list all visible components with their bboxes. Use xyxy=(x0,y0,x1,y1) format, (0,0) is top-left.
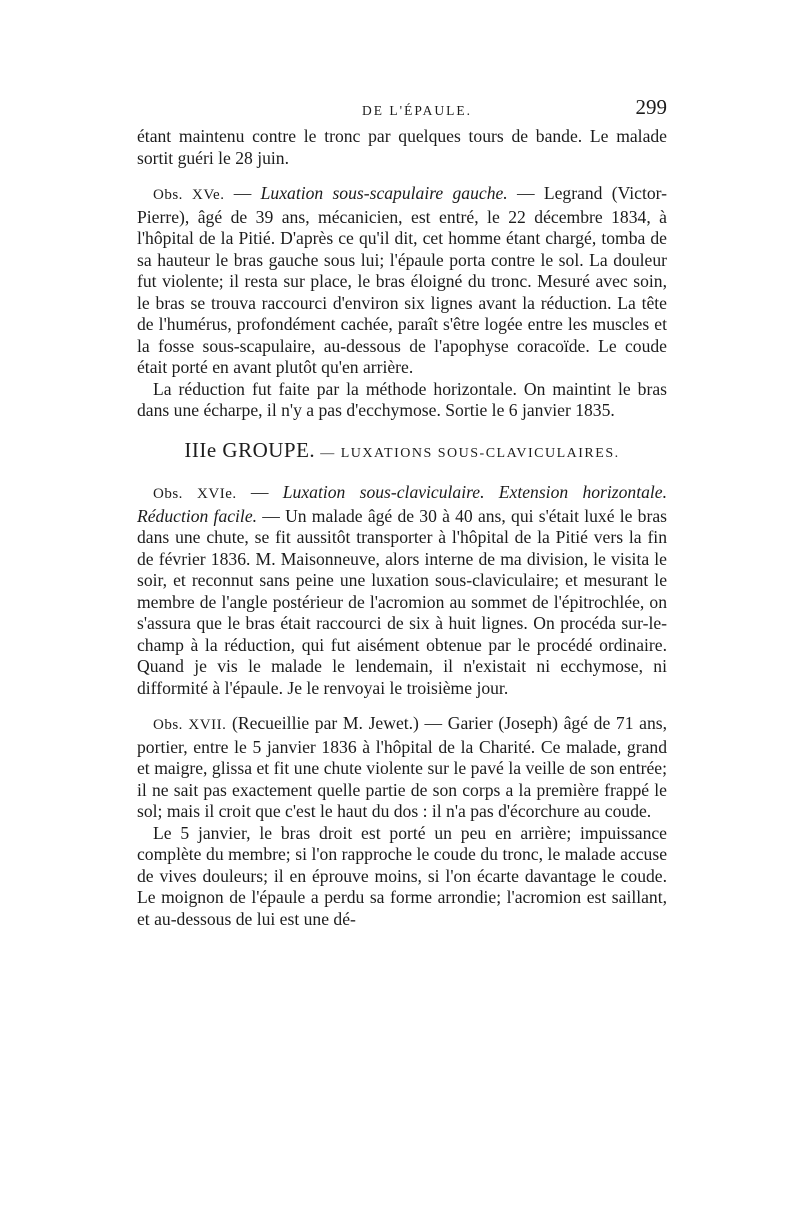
observation-16 xyxy=(137,482,667,699)
section-heading-group: IIIe GROUPE. xyxy=(184,437,316,462)
obs-15-dash: — xyxy=(224,183,261,203)
obs-17-label: Obs. XVII. xyxy=(153,717,227,733)
continued-paragraph: étant maintenu contre le tronc par quelques tours de bande. Le malade sortit guéri le 28 juin. xyxy=(137,126,667,168)
reduction-paragraph: La réduction fut faite par la méthode horizontale. On maintint le bras dans une écharpe, il n'y a pas d'ecchymose. Sortie le 6 janvier 1835. xyxy=(137,378,667,420)
obs-16-text: — Un malade âgé de 30 à 40 ans, qui s'était luxé le bras dans une chute, se fit aussitôt transporter à l'hôpital de la Pitié vers la fin de février 1836. M. Maisonneuve, alors interne de ma division, le visita le soir, et reconnut sans peine une luxation sous-claviculaire; et mesurant le membre de l'angle postérieur de l'acromion au sommet de l'épitrochlée, on s'assura que le bras était raccourci de six à huit lignes. On procéda sur-le-champ à la réduction, qui fut aisément obtenue par le procédé ordinaire. Quand je vis le malade le lendemain, il n'existait ni ecchymose, ni difformité à l'épaule. Je le renvoyai le troisième jour. xyxy=(137,505,667,698)
book-page xyxy=(137,95,668,930)
obs-16-title: Luxation sous-claviculaire. Extension horizontale. Réduction facile. xyxy=(137,482,667,526)
obs-15-text: — Legrand (Victor-Pierre), âgé de 39 ans, mécanicien, est entré, le 22 décembre 1834, à l'hôpital de la Pitié. D'après ce qu'il dit, cet homme étant chargé, tomba de sa hauteur le bras gauche sous lui; l'épaule porta contre le sol. La douleur fut violente; il resta sur place, le bras éloigné du tronc. Mesuré avec soin, le bras se trouva raccourci d'environ six lignes avant la réduction. La tête de l'humérus, profondément cachée, paraît s'être logée entre les muscles et la fosse sous-scapulaire, au-dessous de l'apophyse coracoïde. Le coude était porté en avant plutôt qu'en arrière. xyxy=(137,183,668,377)
final-paragraph: Le 5 janvier, le bras droit est porté un peu en arrière; impuissance complète du membre; si l'on rapproche le coude du tronc, le malade accuse de vives douleurs; il en éprouve moins, si l'on écarte davantage le coude. Le moignon de l'épaule a perdu sa forme arrondie; l'acromion est saillant, et au-dessous de lui est une dé- xyxy=(137,822,667,929)
obs-16-dash: — xyxy=(236,482,283,502)
obs-16-label: Obs. XVIe. xyxy=(153,486,237,502)
observation-15 xyxy=(137,183,667,379)
obs-15-label: Obs. XVe. xyxy=(153,187,225,203)
obs-15-title: Luxation sous-scapulaire gauche. xyxy=(260,183,508,203)
section-heading-subtitle: — LUXATIONS SOUS-CLAVICULAIRES. xyxy=(315,445,620,461)
running-title: DE L'ÉPAULE. xyxy=(362,103,472,118)
section-heading xyxy=(137,437,667,465)
observation-17 xyxy=(137,713,667,823)
page-number: 299 xyxy=(635,95,667,119)
running-head xyxy=(137,95,667,126)
obs-17-text: (Recueillie par M. Jewet.) — Garier (Joseph) âgé de 71 ans, portier, entre le 5 janvier 1836 à l'hôpital de la Charité. Ce malade, grand et maigre, glissa et fit une chute violente sur le pavé la veille de son entrée; il ne sait pas exactement quelle partie de son corps a la première frappé le sol; mais il croit que c'est le haut du dos : il n'a pas d'écorchure au coude. xyxy=(137,713,668,821)
